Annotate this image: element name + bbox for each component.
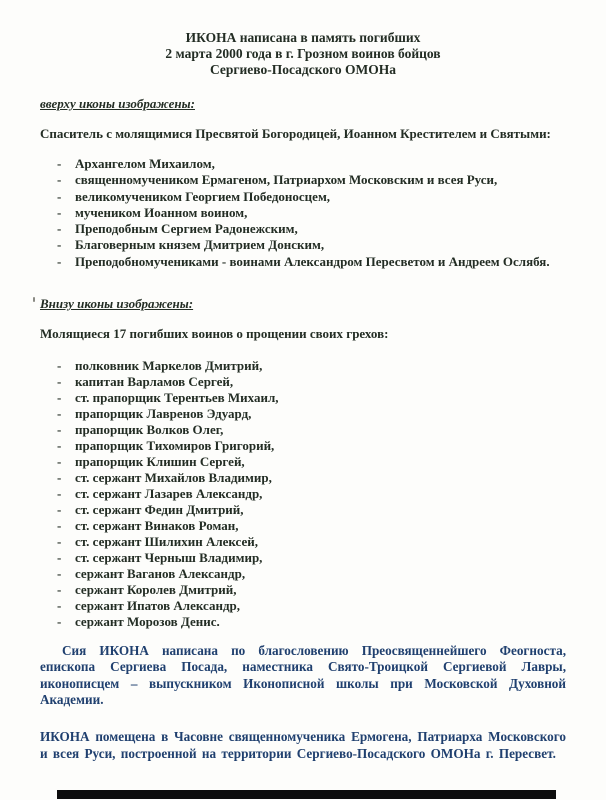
list-item-text: сержант Ваганов Александр, xyxy=(75,566,246,582)
list-item xyxy=(57,254,566,270)
list-item-text: сержант Королев Дмитрий, xyxy=(75,582,237,598)
top-section-heading: вверху иконы изображены: xyxy=(40,96,195,111)
list-item xyxy=(57,221,566,237)
list-item-text: великомучеником Георгием Победоносцем, xyxy=(75,188,331,204)
bottom-section-intro: Молящиеся 17 погибших воинов о прощении своих грехов: xyxy=(40,326,389,342)
dash-marker: - xyxy=(57,470,62,486)
list-item-text: ст. сержант Лазарев Александр, xyxy=(75,486,263,502)
dash-marker: - xyxy=(57,550,62,566)
dash-marker: - xyxy=(57,204,62,220)
list-item-text: ст. сержант Черныш Владимир, xyxy=(75,550,263,566)
list-item xyxy=(57,358,566,374)
list-item-text: Преподобным Сергием Радонежским, xyxy=(75,221,298,237)
list-item xyxy=(57,502,566,518)
list-item xyxy=(57,237,566,253)
list-item xyxy=(57,614,566,630)
list-item xyxy=(57,582,566,598)
paragraph-location: ИКОНА помещена в Часовне священномученика Ермогена, Патриарха Московского и всея Руси, построенной на территории Сергиево-Посадского ОМОНа г. Пересвет. xyxy=(40,729,566,761)
dash-marker: - xyxy=(57,518,62,534)
list-item-text: прапорщик Тихомиров Григорий, xyxy=(75,438,275,454)
list-item-text: Архангелом Михаилом, xyxy=(75,156,215,171)
list-item xyxy=(57,454,566,470)
dash-marker: - xyxy=(57,156,62,171)
list-item xyxy=(57,189,566,205)
list-item-text: сержант Ипатов Александр, xyxy=(75,598,241,614)
saints-list xyxy=(40,156,566,270)
list-item-text: прапорщик Клишин Сергей, xyxy=(75,454,245,470)
dash-marker: - xyxy=(57,188,62,204)
title-line-1: ИКОНА написана в память погибших xyxy=(185,30,421,45)
top-section-intro: Спаситель с молящимися Пресвятой Богородицей, Иоанном Крестителем и Святыми: xyxy=(40,126,551,141)
dash-marker: - xyxy=(57,502,62,518)
list-item xyxy=(57,518,566,534)
dash-marker: - xyxy=(57,422,62,438)
dash-marker: - xyxy=(57,390,62,406)
list-item xyxy=(57,422,566,438)
scan-speck-artifact xyxy=(33,297,35,302)
title-line-3: Сергиево-Посадского ОМОНа xyxy=(209,62,396,77)
scan-edge-bar-artifact xyxy=(57,790,556,799)
list-item-text: ст. сержант Федин Дмитрий, xyxy=(75,502,244,518)
list-item-text: ст. сержант Винаков Роман, xyxy=(75,518,239,534)
soldiers-list xyxy=(40,358,566,630)
list-item-text: священномучеником Ермагеном, Патриархом Московским и всея Руси, xyxy=(75,172,498,188)
list-item xyxy=(57,566,566,582)
list-item-text: капитан Варламов Сергей, xyxy=(75,374,234,390)
dash-marker: - xyxy=(57,406,62,422)
dash-marker: - xyxy=(57,172,62,188)
paragraph-blessing: Сия ИКОНА написана по благословению Преосвященнейшего Феогноста, епископа Сергиева Посада, наместника Свято-Троицкой Сергиевой Лавры, иконописцем – выпускником Иконописной школы при Московской Духовной Академии. xyxy=(40,643,566,707)
list-item xyxy=(57,550,566,566)
bottom-section-heading: Внизу иконы изображены: xyxy=(40,296,194,312)
document-title xyxy=(40,30,566,78)
list-item-text: прапорщик Волков Олег, xyxy=(75,422,224,438)
list-item-text: полковник Маркелов Дмитрий, xyxy=(75,358,263,374)
list-item-text: Преподобномучениками - воинами Александром Пересветом и Андреем Ослябя. xyxy=(75,253,550,269)
list-item xyxy=(57,534,566,550)
list-item xyxy=(57,486,566,502)
dash-marker: - xyxy=(57,221,62,237)
list-item xyxy=(57,438,566,454)
list-item-text: прапорщик Лавренов Эдуард, xyxy=(75,406,252,422)
dash-marker: - xyxy=(57,534,62,550)
list-item-text: мучеником Иоанном воином, xyxy=(75,204,248,220)
list-item xyxy=(57,205,566,221)
list-item-text: ст. сержант Михайлов Владимир, xyxy=(75,470,272,486)
title-line-2: 2 марта 2000 года в г. Грозном воинов бойцов xyxy=(165,46,441,61)
list-item xyxy=(57,598,566,614)
dash-marker: - xyxy=(57,253,62,269)
dash-marker: - xyxy=(57,454,62,470)
list-item-text: Благоверным князем Дмитрием Донским, xyxy=(75,237,325,253)
dash-marker: - xyxy=(57,614,62,630)
dash-marker: - xyxy=(57,598,62,614)
dash-marker: - xyxy=(57,237,62,253)
list-item-text: ст. сержант Шилихин Алексей, xyxy=(75,534,258,550)
list-item-text: ст. прапорщик Терентьев Михаил, xyxy=(75,390,279,406)
list-item-text: сержант Морозов Денис. xyxy=(75,614,220,630)
dash-marker: - xyxy=(57,582,62,598)
dash-marker: - xyxy=(57,374,62,390)
list-item xyxy=(57,390,566,406)
dash-marker: - xyxy=(57,438,62,454)
dash-marker: - xyxy=(57,566,62,582)
list-item xyxy=(57,172,566,188)
list-item xyxy=(57,374,566,390)
dash-marker: - xyxy=(57,486,62,502)
list-item xyxy=(57,406,566,422)
dash-marker: - xyxy=(57,358,62,374)
list-item xyxy=(57,470,566,486)
list-item xyxy=(57,156,566,172)
